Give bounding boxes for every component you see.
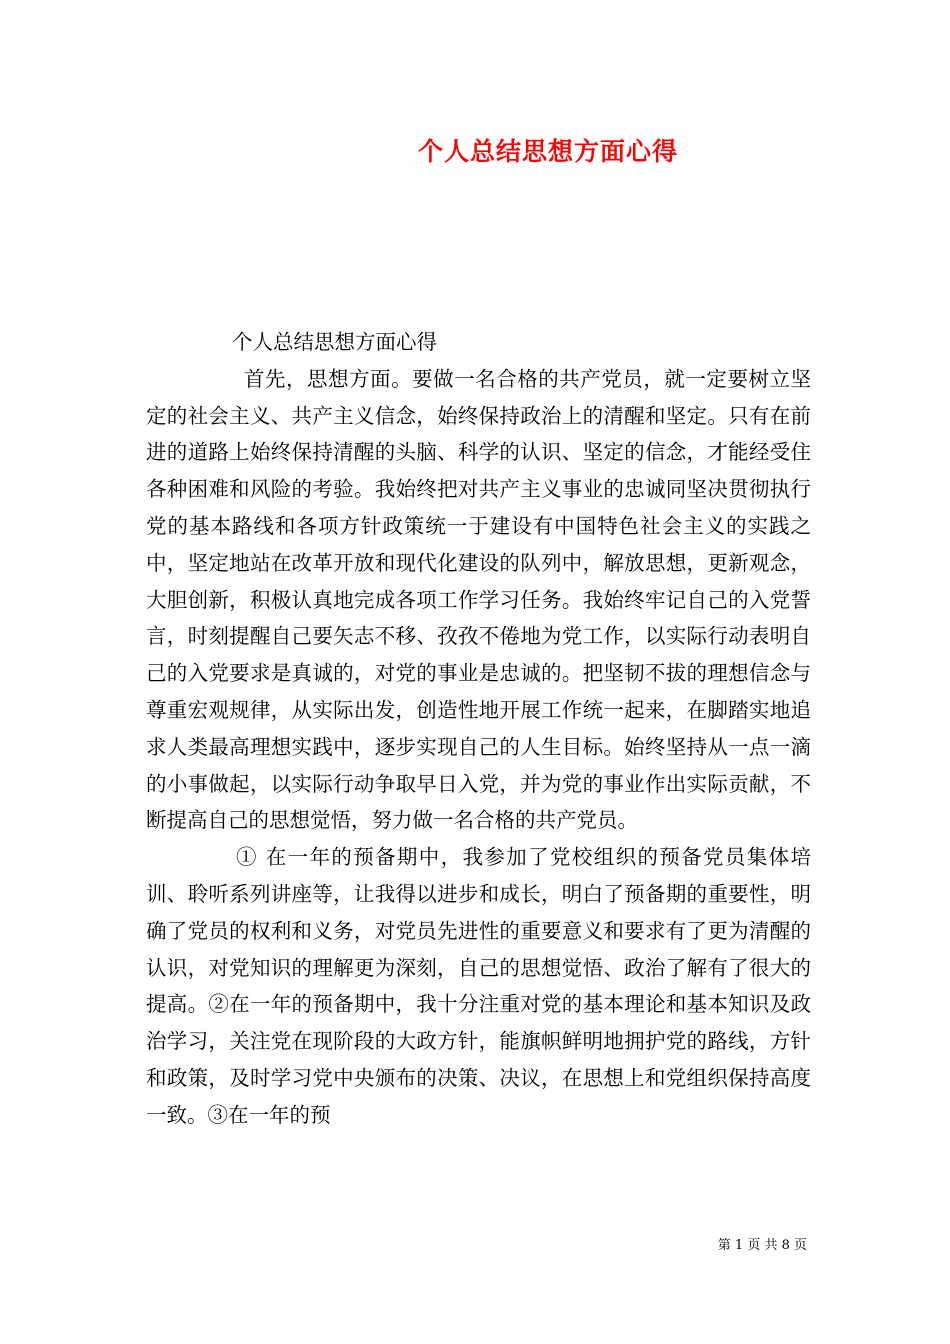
body-paragraph: 首先，思想方面。要做一名合格的共产党员，就一定要树立坚定的社会主义、共产主义信念，始终保持政治上的清醒和坚定。只有在前进的道路上始终保持清醒的头脑、科学的认识、坚定的信念，才能经受住各种困难和风险的考验。我始终把对共产主义事业的忠诚同坚决贯彻执行党的基本路线和各项方针政策统一于建设有中国特色社会主义的实践之中，坚定地站在改革开放和现代化建设的队列中，解放思想，更新观念，大胆创新，积极认真地完成各项工作学习任务。我始终牢记自己的入党誓言，时刻提醒自己要矢志不移、孜孜不倦地为党工作，以实际行动表明自己的入党要求是真诚的，对党的事业是忠诚的。把坚韧不拔的理想信念与尊重宏观规律，从实际出发，创造性地开展工作统一起来，在脚踏实地追求人类最高理想实践中，逐步实现自己的人生目标。始终坚持从一点一滴的小事做起，以实际行动争取早日入党，并为党的事业作出实际贡献，不断提高自己的思想觉悟，努力做一名合格的共产党员。 (146, 366, 811, 833)
document-title: 个人总结思想方面心得 (417, 137, 678, 166)
body-paragraph: ① 在一年的预备期中，我参加了党校组织的预备党员集体培训、聆听系列讲座等，让我得以进步和成长，明白了预备期的重要性，明确了党员的权利和义务，对党员先进性的重要意义和要求有了更为清醒的认识，对党知识的理解更为深刻，自己的思想觉悟、政治了解有了很大的提高。②在一年的预备期中，我十分注重对党的基本理论和基本知识及政治学习，关注党在现阶段的大政方针，能旗帜鲜明地拥护党的路线，方针和政策，及时学习党中央颁布的决策、决议，在思想上和党组织保持高度一致。③在一年的预 (146, 845, 811, 1127)
document-subtitle: 个人总结思想方面心得 (232, 330, 437, 354)
document-body (146, 324, 811, 1134)
page-number: 第 1 页 共 8 页 (717, 1238, 807, 1253)
